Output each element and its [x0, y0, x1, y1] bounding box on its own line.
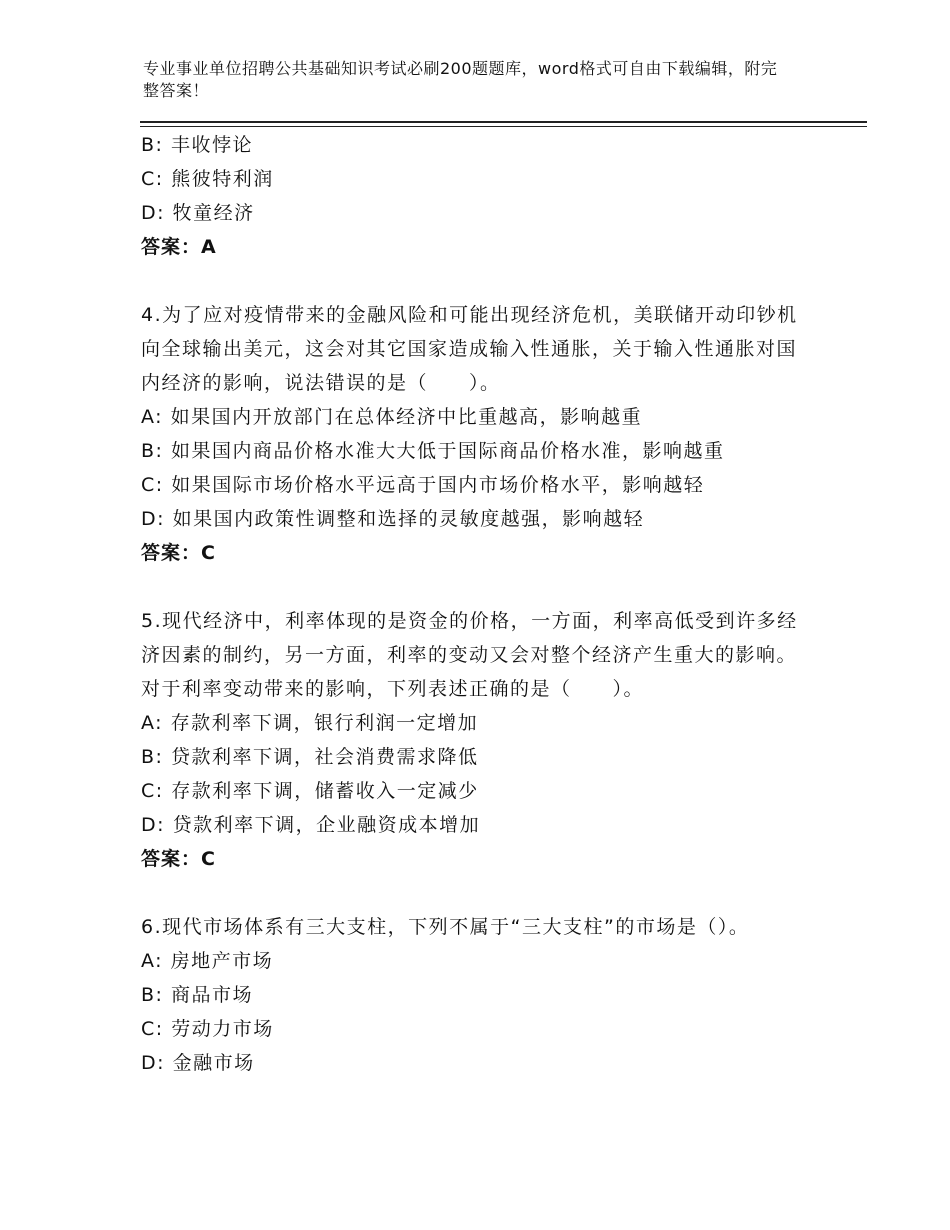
question-5 [141, 604, 821, 876]
q6-option-d: D: 金融市场 [141, 1052, 255, 1074]
spacer [141, 876, 821, 910]
q5-option-a: A: 存款利率下调，银行利润一定增加 [141, 712, 479, 734]
question-6 [141, 910, 821, 1080]
q5-option-d: D: 贷款利率下调，企业融资成本增加 [141, 814, 481, 836]
q4-option-a: A: 如果国内开放部门在总体经济中比重越高，影响越重 [141, 406, 643, 428]
header-rule-thick [140, 121, 867, 123]
document-body [141, 128, 821, 1080]
header-rule-thin [140, 126, 867, 127]
q6-option-a: A: 房地产市场 [141, 950, 274, 972]
q5-option-c: C: 存款利率下调，储蓄收入一定减少 [141, 780, 479, 802]
question-4 [141, 298, 821, 570]
q4-option-d: D: 如果国内政策性调整和选择的灵敏度越强，影响越轻 [141, 508, 645, 530]
q4-option-b: B: 如果国内商品价格水准大大低于国际商品价格水准，影响越重 [141, 440, 725, 462]
spacer [141, 264, 821, 298]
q3-option-b: B: 丰收悖论 [141, 134, 253, 156]
q5-stem: 5.现代经济中，利率体现的是资金的价格，一方面，利率高低受到许多经济因素的制约，另一方面，利率的变动又会对整个经济产生重大的影响。对于利率变动带来的影响，下列表述正确的是（ ）。 [141, 610, 798, 700]
q5-answer: 答案：C [141, 848, 216, 870]
q4-option-c: C: 如果国际市场价格水平远高于国内市场价格水平，影响越轻 [141, 474, 705, 496]
q6-option-b: B: 商品市场 [141, 984, 253, 1006]
spacer [141, 570, 821, 604]
q3-answer: 答案：A [141, 236, 217, 258]
q4-answer: 答案：C [141, 542, 216, 564]
q6-stem: 6.现代市场体系有三大支柱，下列不属于“三大支柱”的市场是（）。 [141, 916, 750, 938]
q6-option-c: C: 劳动力市场 [141, 1018, 274, 1040]
q4-stem: 4.为了应对疫情带来的金融风险和可能出现经济危机，美联储开动印钞机向全球输出美元，这会对其它国家造成输入性通胀，关于输入性通胀对国内经济的影响，说法错误的是（ ）。 [141, 304, 798, 394]
document-header: 专业事业单位招聘公共基础知识考试必刷200题题库，word格式可自由下载编辑，附完整答案！ [143, 59, 778, 100]
q5-option-b: B: 贷款利率下调，社会消费需求降低 [141, 746, 479, 768]
q3-option-c: C: 熊彼特利润 [141, 168, 274, 190]
question-3-continued [141, 128, 821, 264]
q3-option-d: D: 牧童经济 [141, 202, 255, 224]
